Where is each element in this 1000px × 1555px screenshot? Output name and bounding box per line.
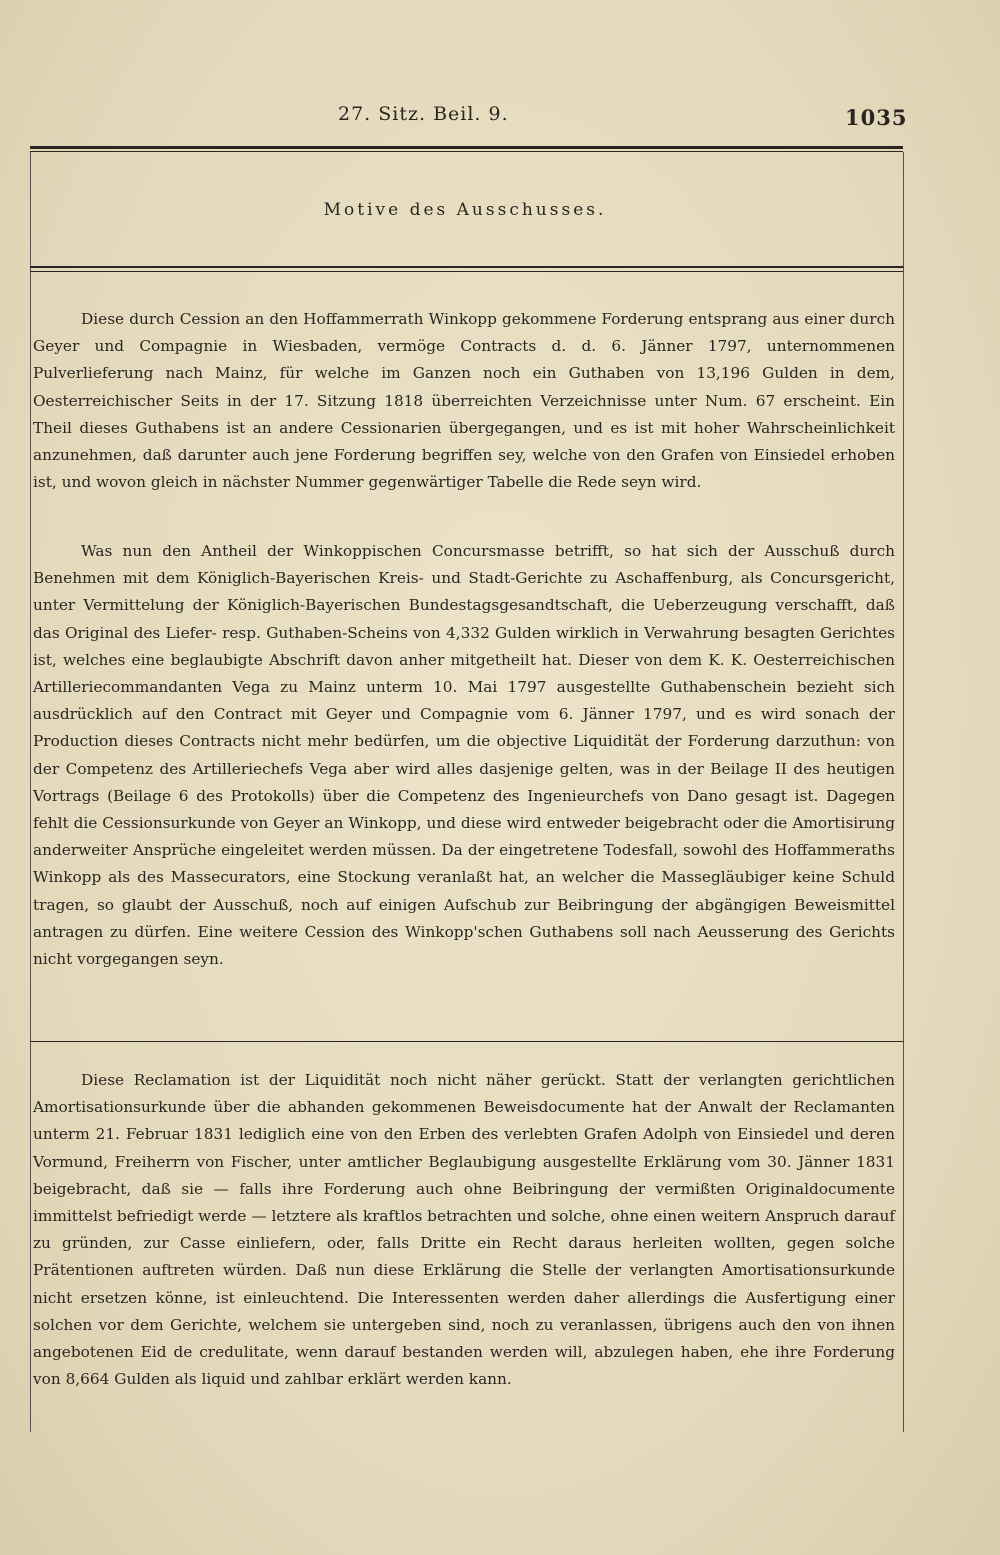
title-rule-thin bbox=[30, 271, 903, 272]
paragraph-3: Diese Reclamation ist der Liquidität noch nicht näher gerückt. Statt der verlangten gerichtlichen Amortisationsurkunde über die abhanden gekommenen Beweisdocumente hat der Anwalt der Reclamanten unterm 21. Februar 1831 lediglich eine von den Erben des verlebten Grafen Adolph von Einsiedel und deren Vormund, Freiherrn von Fischer, unter amtlicher Beglaubigung ausgestellte Erklärung vom 30. Jänner 1831 beigebracht, daß sie — falls ihre Forderung auch ohne Beibringung der vermißten Originaldocumente immittelst befriedigt werde — letztere als kraftlos betrachten und solche, ohne einen weitern Anspruch darauf zu gründen, zur Casse einliefern, oder, falls Dritte ein Recht daraus herleiten wollten, gegen solche Prätentionen auftreten würden. Daß nun diese Erklärung die Stelle der verlangten Amortisationsurkunde nicht ersetzen könne, ist einleuchtend. Die Interessenten werden daher allerdings die Ausfertigung einer solchen vor dem Gerichte, welchem sie untergeben sind, noch zu veranlassen, übrigens auch den von ihnen angebotenen Eid de credulitate, wenn darauf bestanden werden will, abzulegen haben, ehe ihre Forderung von 8,664 Gulden als liquid und zahlbar erklärt werden kann. bbox=[33, 1071, 895, 1389]
column-right-border bbox=[903, 152, 904, 1432]
section-divider bbox=[30, 1041, 903, 1042]
page-header-left: 27. Sitz. Beil. 9. bbox=[338, 103, 509, 125]
column-left-border bbox=[30, 152, 31, 1432]
paragraph-1: Diese durch Cession an den Hoffammerrath Winkopp gekommene Forderung entsprang aus einer durch Geyer und Compagnie in Wiesbaden, vermöge Contracts d. d. 6. Jänner 1797, unternommenen Pulverlieferung nach Mainz, für welche im Ganzen noch ein Guthaben von 13,196 Gulden in dem, Oesterreichischer Seits in der 17. Sitzung 1818 überreichten Verzeichnisse unter Num. 67 erscheint. Ein Theil dieses Guthabens ist an andere Cessionarien übergegangen, und es ist mit hoher Wahrscheinlichkeit anzunehmen, daß darunter auch jene Forderung begriffen sey, welche von den Grafen von Einsiedel erhoben ist, und wovon gleich in nächster Nummer gegenwärtiger Tabelle die Rede seyn wird. bbox=[33, 310, 895, 492]
header-rule-thin bbox=[30, 151, 903, 152]
title-rule bbox=[30, 266, 903, 268]
page-number: 1035 bbox=[845, 105, 908, 130]
section-title: Motive des Ausschusses. bbox=[323, 200, 607, 220]
paragraph-2: Was nun den Antheil der Winkoppischen Concursmasse betrifft, so hat sich der Ausschuß durch Benehmen mit dem Königlich-Bayerischen Kreis- und Stadt-Gerichte zu Aschaffenburg, als Concursgericht, unter Vermittelung der Königlich-Bayerischen Bundestagsgesandtschaft, die Ueberzeugung verschafft, daß das Original des Liefer- resp. Guthaben-Scheins von 4,332 Gulden wirklich in Verwahrung besagten Gerichtes ist, welches eine beglaubigte Abschrift davon anher mitgetheilt hat. Dieser von dem K. K. Oesterreichischen Artilleriecommandanten Vega zu Mainz unterm 10. Mai 1797 ausgestellte Guthabenschein bezieht sich ausdrücklich auf den Contract mit Geyer und Compagnie vom 6. Jänner 1797, und es wird sonach der Production dieses Contracts nicht mehr bedürfen, um die objective Liquidität der Forderung darzuthun: von der Competenz des Artilleriechefs Vega aber wird alles dasjenige gelten, was in der Beilage II des heutigen Vortrags (Beilage 6 des Protokolls) über die Competenz des Ingenieurchefs von Dano gesagt ist. Dagegen fehlt die Cessionsurkunde von Geyer an Winkopp, und diese wird entweder beigebracht oder die Amortisirung anderweiter Ansprüche eingeleitet werden müssen. Da der eingetretene Todesfall, sowohl des Hoffammeraths Winkopp als des Massecurators, eine Stockung veranlaßt hat, an welcher die Massegläubiger keine Schuld tragen, so glaubt der Ausschuß, noch auf einigen Aufschub zur Beibringung der abgängigen Beweismittel antragen zu dürfen. Eine weitere Cession des Winkopp'schen Guthabens soll nach Aeusserung des Gerichts nicht vorgegangen seyn. bbox=[33, 542, 895, 969]
header-rule bbox=[30, 146, 903, 149]
